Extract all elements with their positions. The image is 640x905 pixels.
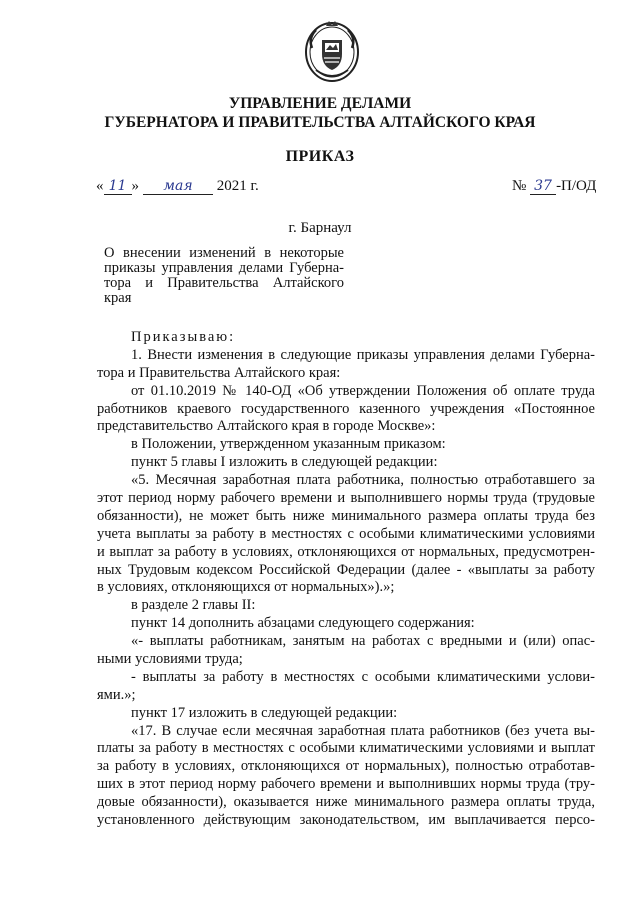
document-number: [512, 178, 596, 195]
date-close-quote: »: [131, 178, 139, 194]
body-line: за работу в условиях, отклоняющихся от нормальных), полностью отработав-: [97, 758, 595, 775]
body-line: платы за работу в местностях с особыми климатическими условиями и выплат: [97, 740, 595, 757]
order-body: [97, 329, 595, 830]
body-line: работников краевого государственного казенного учреждения «Постоянное: [97, 400, 595, 417]
body-line: представительство Алтайского края в городе Москве»:: [97, 418, 436, 435]
body-line: от 01.10.2019 № 140-ОД «Об утверждении Положения об оплате труда: [131, 382, 595, 399]
body-line: ями.»;: [97, 686, 136, 703]
body-line: - выплаты за работу в местностях с особыми климатическими услови-: [131, 668, 595, 685]
date-open-quote: «: [96, 178, 104, 194]
body-line: тора и Правительства Алтайского края:: [97, 364, 341, 381]
body-line: довые обязанности), оказывается ниже минимального размера оплаты труда,: [97, 794, 595, 811]
order-subject: [104, 246, 344, 306]
body-line: ными условиями труда;: [97, 651, 243, 668]
date-day-handwritten: 11: [104, 178, 132, 195]
subject-line: края: [104, 290, 132, 306]
body-line: Приказываю:: [131, 329, 236, 345]
body-line: учета выплаты за работу в местностях с особыми климатическими условиями: [97, 525, 595, 542]
body-line: «- выплаты работникам, занятым на работах с вредными и (или) опас-: [131, 633, 595, 650]
body-line: пункт 14 дополнить абзацами следующего содержания:: [131, 615, 475, 632]
body-line: пункт 17 изложить в следующей редакции:: [131, 704, 398, 721]
body-line: «17. В случае если месячная заработная плата работников (без учета вы-: [131, 722, 595, 739]
body-line: 1. Внести изменения в следующие приказы управления делами Губерна-: [131, 346, 595, 363]
organization-name-line2: ГУБЕРНАТОРА И ПРАВИТЕЛЬСТВА АЛТАЙСКОГО КРАЯ: [104, 114, 536, 131]
subject-line: О внесении изменений в некоторые: [104, 245, 344, 261]
number-prefix: №: [512, 178, 527, 194]
subject-line: приказы управления делами Губерна-: [104, 260, 344, 276]
document-type-title: ПРИКАЗ: [285, 148, 355, 165]
body-line: установленного действующим законодательством, им выплачивается персо-: [97, 812, 595, 829]
body-line: пункт 5 главы I изложить в следующей редакции:: [131, 454, 438, 471]
body-line: ших в этот период норму рабочего времени и выполнивших нормы труда (тру-: [97, 776, 595, 793]
subject-line: тора и Правительства Алтайского: [104, 275, 344, 291]
body-line: в Положении, утвержденном указанным приказом:: [131, 436, 446, 453]
body-line: «5. Месячная заработная плата работника, полностью отработавшего за: [131, 472, 595, 489]
document-date: [96, 178, 259, 195]
date-month-handwritten: мая: [143, 178, 213, 195]
organization-name-line1: УПРАВЛЕНИЕ ДЕЛАМИ: [228, 95, 412, 112]
number-value-handwritten: 37: [530, 178, 556, 195]
body-line: и выплат за работу в условиях, отклоняющихся от нормальных, предусмотрен-: [97, 543, 595, 560]
body-line: обязанности), не может быть ниже минимального размера оплаты труда без: [97, 507, 595, 524]
body-line: в условиях, отклоняющихся от нормальных»).»;: [97, 579, 395, 596]
body-line: в разделе 2 главы II:: [131, 597, 256, 614]
date-year: 2021 г.: [216, 178, 259, 194]
number-suffix: -П/ОД: [556, 178, 597, 194]
body-line: этот период норму рабочего времени и выполнившего нормы труда (трудовые: [97, 490, 595, 507]
body-line: ных Трудовым кодексом Российской Федерации (далее - «выплаты за работу: [97, 561, 595, 578]
city-name: г. Барнаул: [288, 220, 352, 236]
coat-of-arms-icon: [302, 18, 362, 84]
